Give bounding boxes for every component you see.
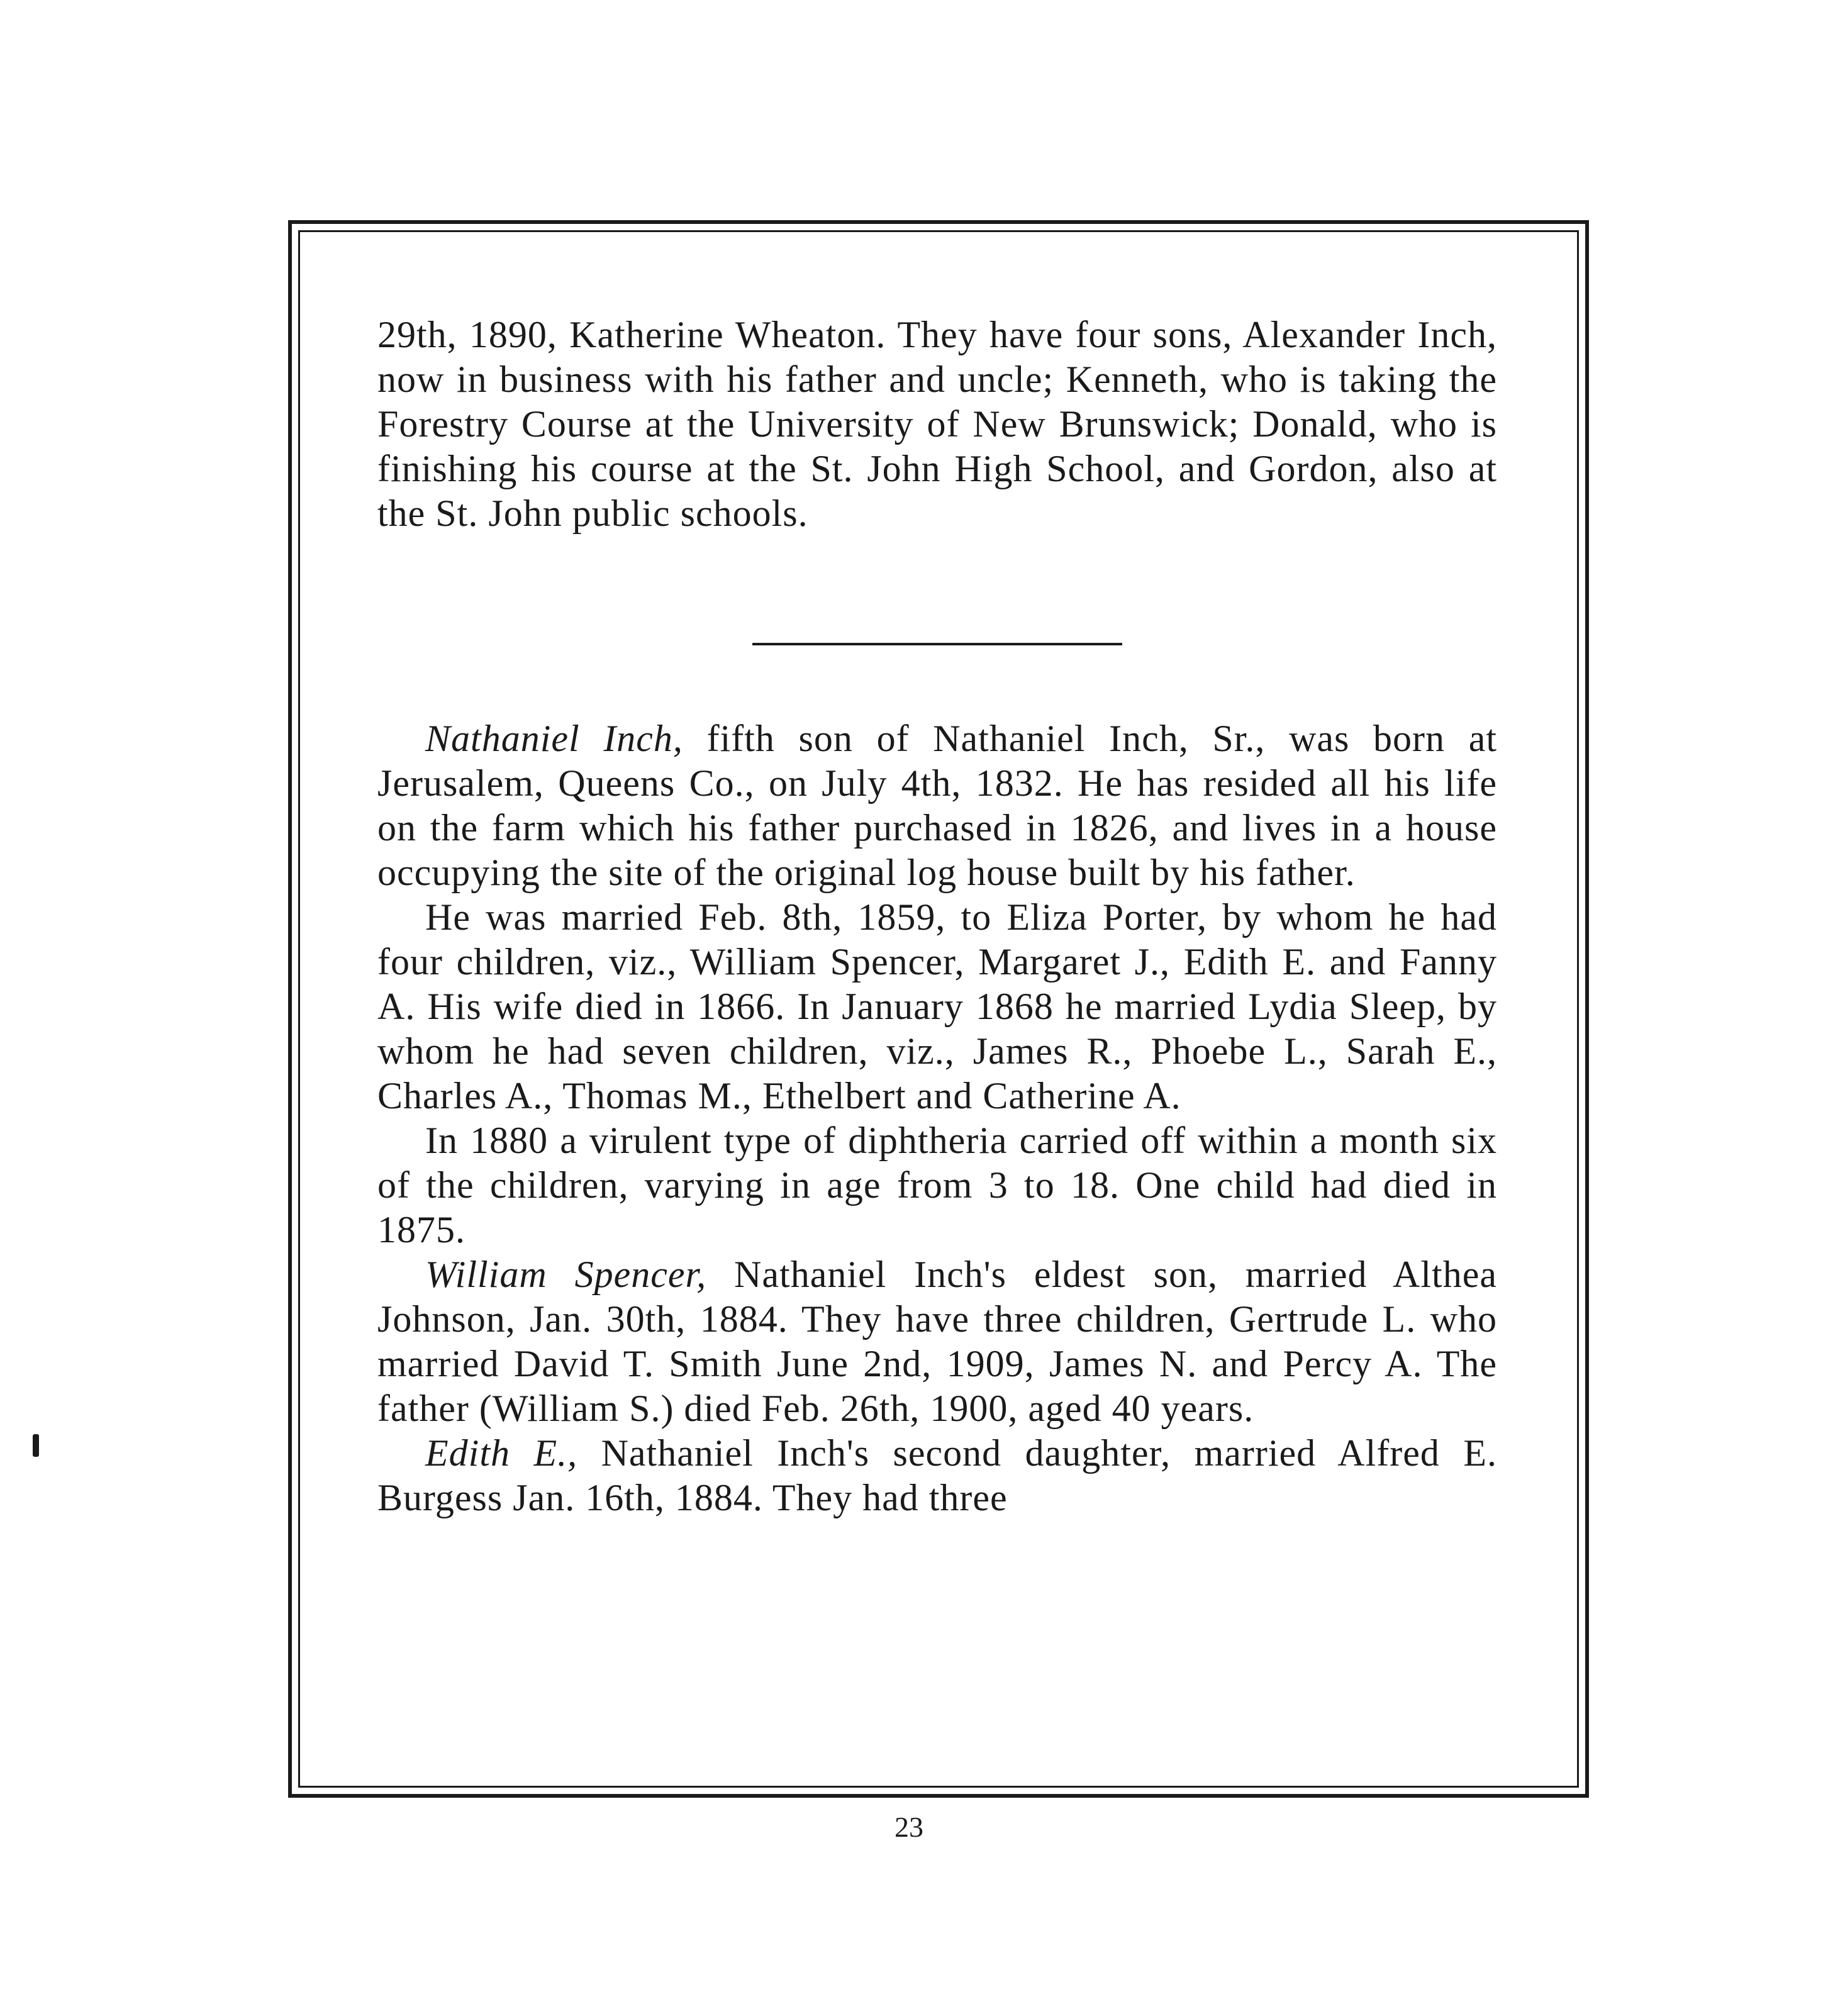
page-number: 23 [894, 1811, 923, 1843]
paragraph-nathaniel-text: fifth son of Nathaniel Inch, Sr., was born at Jerusalem, Queens Co., on July 4th, 1832. He has resided all his life on the farm which his father purchased in 1826, and lives in a house occupying the site of the original log house built by his father. [377, 718, 1497, 893]
paragraph-nathaniel [377, 716, 1497, 895]
name-edith: Edith E., [425, 1432, 578, 1474]
paragraph-william-text: Nathaniel Inch's eldest son, married Althea Johnson, Jan. 30th, 1884. They have three children, Gertrude L. who married David T. Smith June 2nd, 1909, James N. and Percy A. The father (William S.) died Feb. 26th, 1900, aged 40 years. [377, 1254, 1497, 1429]
section-divider [752, 643, 1122, 645]
name-william: William Spencer, [425, 1254, 707, 1295]
paragraph-william [377, 1252, 1497, 1431]
text-block-main [377, 716, 1497, 1520]
text-block-top [377, 313, 1497, 536]
paragraph-diphtheria: In 1880 a virulent type of diphtheria carried off within a month six of the children, varying in age from 3 to 18. One child had died in 1875. [377, 1120, 1497, 1250]
paragraph-wheaton: 29th, 1890, Katherine Wheaton. They have four sons, Alexander Inch, now in business with his father and uncle; Kenneth, who is taking the Forestry Course at the University of New Brunswick; Donald, who is finishing his course at the St. John High School, and Gordon, also at the St. John public schools. [377, 314, 1497, 534]
paragraph-edith-text: Nathaniel Inch's second daughter, married Alfred E. Burgess Jan. 16th, 1884. They had three [377, 1432, 1497, 1518]
margin-mark [33, 1434, 39, 1457]
paragraph-marriage: He was married Feb. 8th, 1859, to Eliza Porter, by whom he had four children, viz., William Spencer, Margaret J., Edith E. and Fanny A. His wife died in 1866. In January 1868 he married Lydia Sleep, by whom he had seven children, viz., James R., Phoebe L., Sarah E., Charles A., Thomas M., Ethelbert and Catherine A. [377, 896, 1497, 1117]
name-nathaniel: Nathaniel Inch, [425, 718, 683, 759]
paragraph-edith [377, 1431, 1497, 1520]
